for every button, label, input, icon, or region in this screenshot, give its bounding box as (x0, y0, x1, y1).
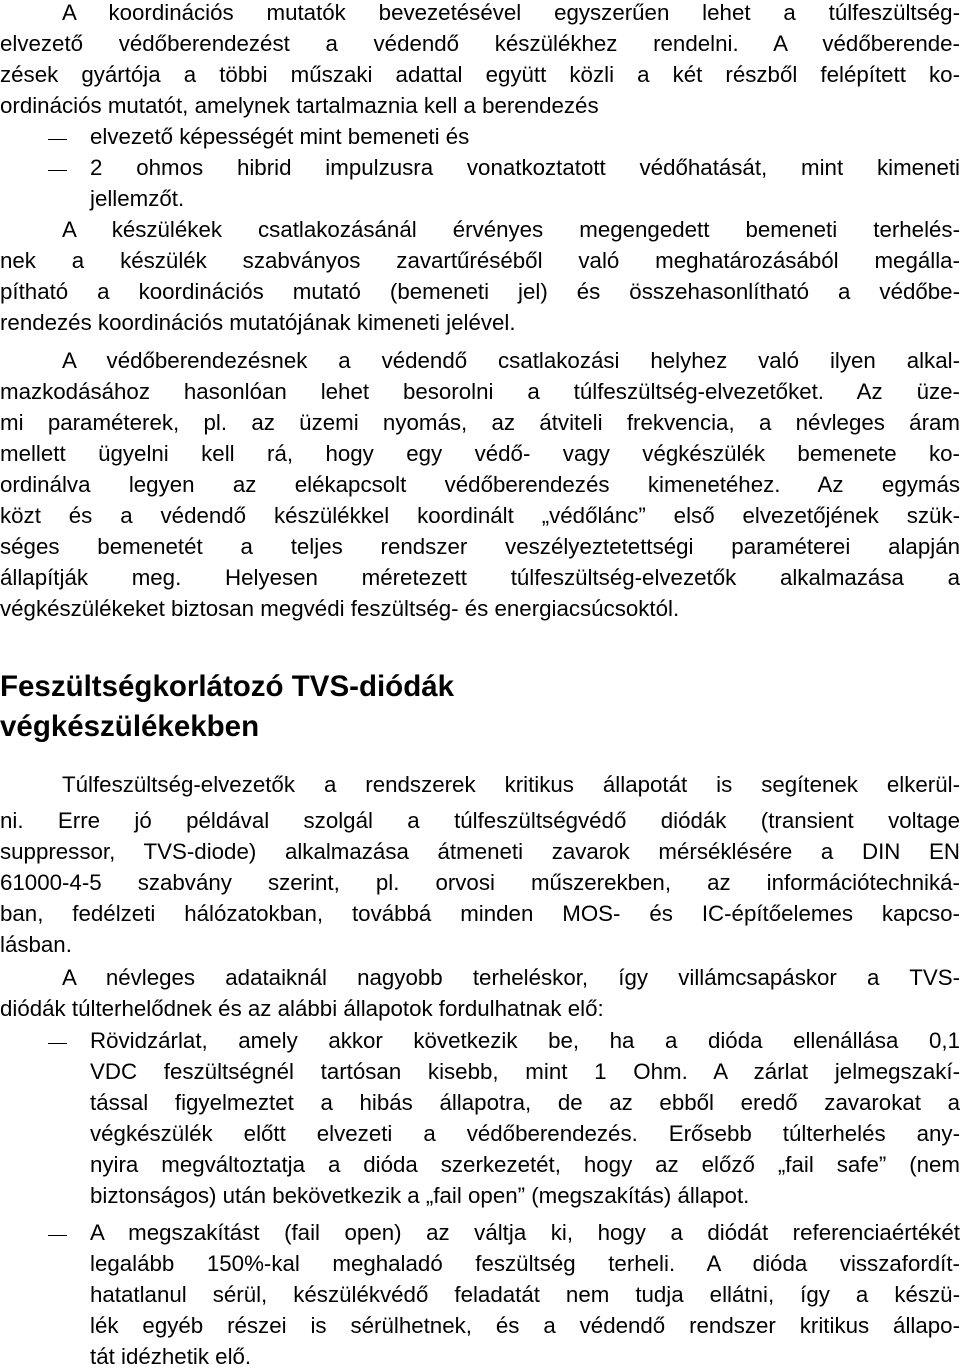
bullet-text: VDC feszültségnél tartósan kisebb, mint 1 Ohm. A zárlat jelmegszakí- (90, 1059, 960, 1084)
bullet-text: nyira megváltoztatja a dióda szerkezetét, hogy az előző „fail safe” (nem (90, 1152, 960, 1177)
bullet-text: hatatlanul sérül, készülékvédő feladatát nem tudja ellátni, így a készü- (90, 1282, 960, 1307)
bullet-dash (48, 1043, 67, 1044)
text-line: 61000-4-5 szabvány szerint, pl. orvosi műszerekben, az információtechniká- (0, 870, 960, 895)
text-line: pítható a koordinációs mutató (bemeneti jel) és összehasonlítható a védőbe- (0, 279, 960, 304)
section-heading: végkészülékekben (0, 710, 260, 743)
text-line: suppressor, TVS-diode) alkalmazása átmeneti zavarok mérséklésére a DIN EN (0, 839, 960, 864)
bullet-text: tással figyelmeztet a hibás állapotra, de az ebből eredő zavarokat a (90, 1090, 960, 1115)
text-line: ordinálva legyen az elékapcsolt védőberendezés kimenetéhez. Az egymás (0, 472, 960, 497)
bullet-dash (48, 1235, 67, 1236)
bullet-text: Rövidzárlat, amely akkor következik be, ha a dióda ellenállása 0,1 (90, 1028, 960, 1053)
text-line: mazkodásához hasonlóan lehet besorolni a túlfeszültség-elvezetőket. Az üze- (0, 379, 960, 404)
text-line: állapítják meg. Helyesen méretezett túlfeszültség-elvezetők alkalmazása a (0, 565, 960, 590)
bullet-text: A megszakítást (fail open) az váltja ki, hogy a diódát referenciaértékét (90, 1220, 960, 1245)
text-line: ni. Erre jó példával szolgál a túlfeszültségvédő diódák (transient voltage (0, 808, 960, 833)
text-line: ban, fedélzeti hálózatokban, továbbá minden MOS- és IC-építőelemes kapcso- (0, 901, 960, 926)
text-line: diódák túlterhelődnek és az alábbi állapotok fordulhatnak elő: (0, 996, 604, 1021)
bullet-text: biztonságos) után bekövetkezik a „fail open” (megszakítás) állapot. (90, 1183, 750, 1208)
text-line: A névleges adataiknál nagyobb terheléskor, így villámcsapáskor a TVS- (62, 965, 960, 990)
bullet-text: tát idézhetik elő. (90, 1344, 252, 1369)
text-line: A készülékek csatlakozásánál érvényes megengedett bemeneti terhelés- (62, 217, 960, 242)
text-line: séges bemenetét a teljes rendszer veszélyeztetettségi paraméterei alapján (0, 534, 960, 559)
bullet-text: legalább 150%-kal meghaladó feszültség terheli. A dióda visszafordít- (90, 1251, 960, 1276)
text-line: végkészülékeket biztosan megvédi feszültség- és energiacsúcsoktól. (0, 596, 680, 621)
text-line: lásban. (0, 932, 72, 957)
text-line: ordinációs mutatót, amelynek tartalmaznia kell a berendezés (0, 93, 599, 118)
bullet-dash (48, 139, 67, 140)
text-line: Túlfeszültség-elvezetők a rendszerek kritikus állapotát is segítenek elkerül- (62, 772, 960, 797)
text-line: A védőberendezésnek a védendő csatlakozási helyhez való ilyen alkal- (62, 348, 960, 373)
bullet-text: elvezető képességét mint bemeneti és (90, 124, 470, 149)
text-line: közt és a védendő készülékkel koordinált „védőlánc” első elvezetőjének szük- (0, 503, 960, 528)
bullet-text: végkészülék előtt elvezeti a védőberendezés. Erősebb túlterhelés any- (90, 1121, 960, 1146)
text-line: elvezető védőberendezést a védendő készülékhez rendelni. A védőberende- (0, 31, 960, 56)
bullet-text: 2 ohmos hibrid impulzusra vonatkoztatott védőhatását, mint kimeneti (90, 155, 960, 180)
bullet-text: lék egyéb részei is sérülhetnek, és a védendő rendszer kritikus állapo- (90, 1313, 960, 1338)
bullet-dash (48, 170, 67, 171)
section-heading: Feszültségkorlátozó TVS-diódák (0, 670, 455, 703)
text-line: nek a készülék szabványos zavartűréséből való meghatározásából megálla- (0, 248, 960, 273)
bullet-text: jellemzőt. (90, 186, 185, 211)
text-line: zések gyártója a többi műszaki adattal együtt közli a két részből felépített ko- (0, 62, 960, 87)
text-line: A koordinációs mutatók bevezetésével egyszerűen lehet a túlfeszültség- (62, 0, 960, 25)
text-line: mellett ügyelni kell rá, hogy egy védő- vagy végkészülék bemenete ko- (0, 441, 960, 466)
text-line: mi paraméterek, pl. az üzemi nyomás, az átviteli frekvencia, a névleges áram (0, 410, 960, 435)
text-line: rendezés koordinációs mutatójának kimeneti jelével. (0, 310, 516, 335)
